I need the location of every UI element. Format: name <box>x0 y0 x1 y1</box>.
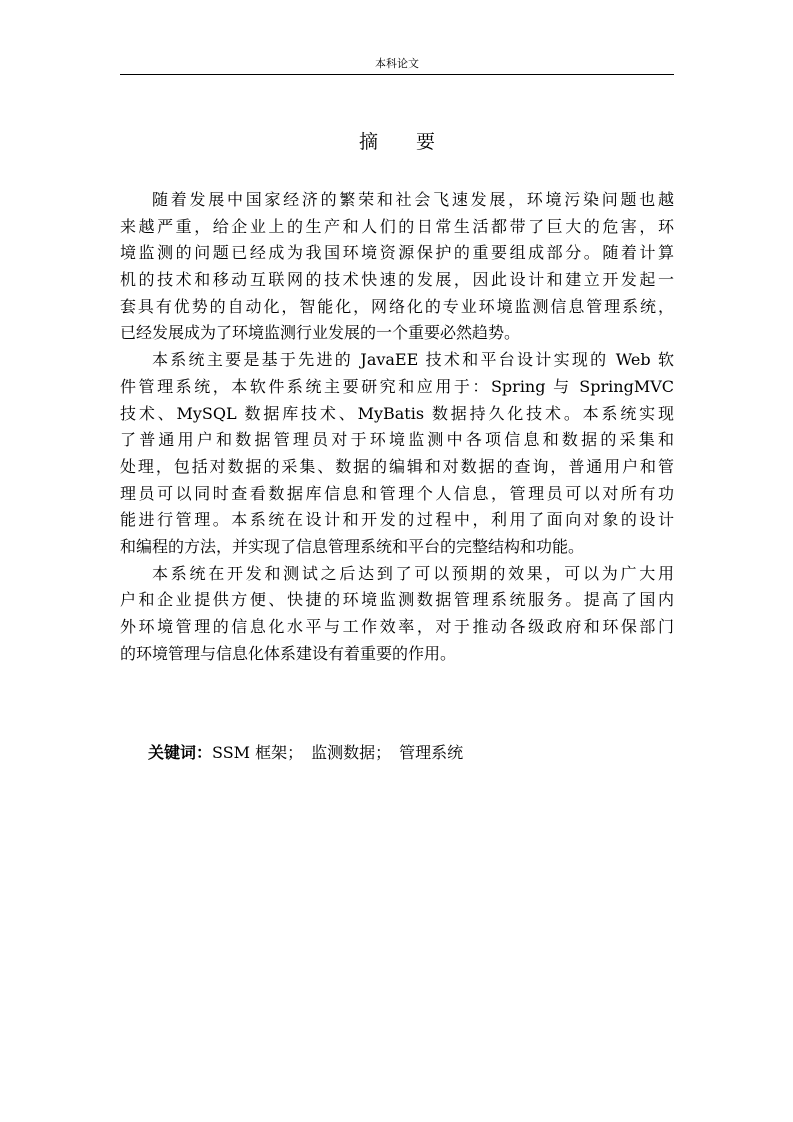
paragraph-line: 随着发展中国家经济的繁荣和社会飞速发展，环境污染问题也越 <box>152 190 674 209</box>
abstract-body <box>120 187 674 667</box>
paragraph-line: 本系统在开发和测试之后达到了可以预期的效果，可以为广大用 <box>152 563 674 583</box>
running-header: 本科论文 <box>375 57 419 70</box>
paragraph-line: 来越严重，给企业上的生产和人们的日常生活都带了巨大的危害，环 <box>120 216 674 236</box>
abstract-paragraph-2 <box>120 347 674 561</box>
keywords-list: SSM 框架； 监测数据； 管理系统 <box>212 743 464 762</box>
paragraph-line: 能进行管理。本系统在设计和开发的过程中，利用了面向对象的设计 <box>120 510 674 530</box>
paragraph-line: 理员可以同时查看数据库信息和管理个人信息，管理员可以对所有功 <box>120 483 674 503</box>
abstract-title: 摘 要 <box>358 131 435 153</box>
paragraph-line: 和编程的方法，并实现了信息管理系统和平台的完整结构和功能。 <box>120 536 585 556</box>
header-divider <box>120 74 674 75</box>
paragraph-line: 套具有优势的自动化，智能化，网络化的专业环境监测信息管理系统， <box>120 296 674 316</box>
paragraph-line: 外环境管理的信息化水平与工作效率，对于推动各级政府和环保部门 <box>120 617 674 636</box>
keywords-line <box>148 740 463 766</box>
paragraph-line: 了普通用户和数据管理员对于环境监测中各项信息和数据的采集和 <box>120 430 674 450</box>
paragraph-line: 机的技术和移动互联网的技术快速的发展，因此设计和建立开发起一 <box>120 270 674 290</box>
paragraph-line: 的环境管理与信息化体系建设有着重要的作用。 <box>120 643 457 663</box>
paragraph-line: 已经发展成为了环境监测行业发展的一个重要必然趋势。 <box>120 323 521 343</box>
paragraph-line: 户和企业提供方便、快捷的环境监测数据管理系统服务。提高了国内 <box>120 590 674 610</box>
paragraph-line: 境监测的问题已经成为我国环境资源保护的重要组成部分。随着计算 <box>120 243 674 263</box>
abstract-paragraph-3 <box>120 561 674 668</box>
paragraph-line: 技术、MySQL 数据库技术、MyBatis 数据持久化技术。本系统实现 <box>120 403 674 423</box>
paragraph-line: 本系统主要是基于先进的 JavaEE 技术和平台设计实现的 Web 软 <box>152 350 674 370</box>
keywords-label: 关键词： <box>148 743 213 762</box>
paragraph-line: 件管理系统，本软件系统主要研究和应用于：Spring 与 SpringMVC <box>120 376 674 396</box>
abstract-paragraph-1 <box>120 187 674 347</box>
paragraph-line: 处理，包括对数据的采集、数据的编辑和对数据的查询，普通用户和管 <box>120 456 674 476</box>
